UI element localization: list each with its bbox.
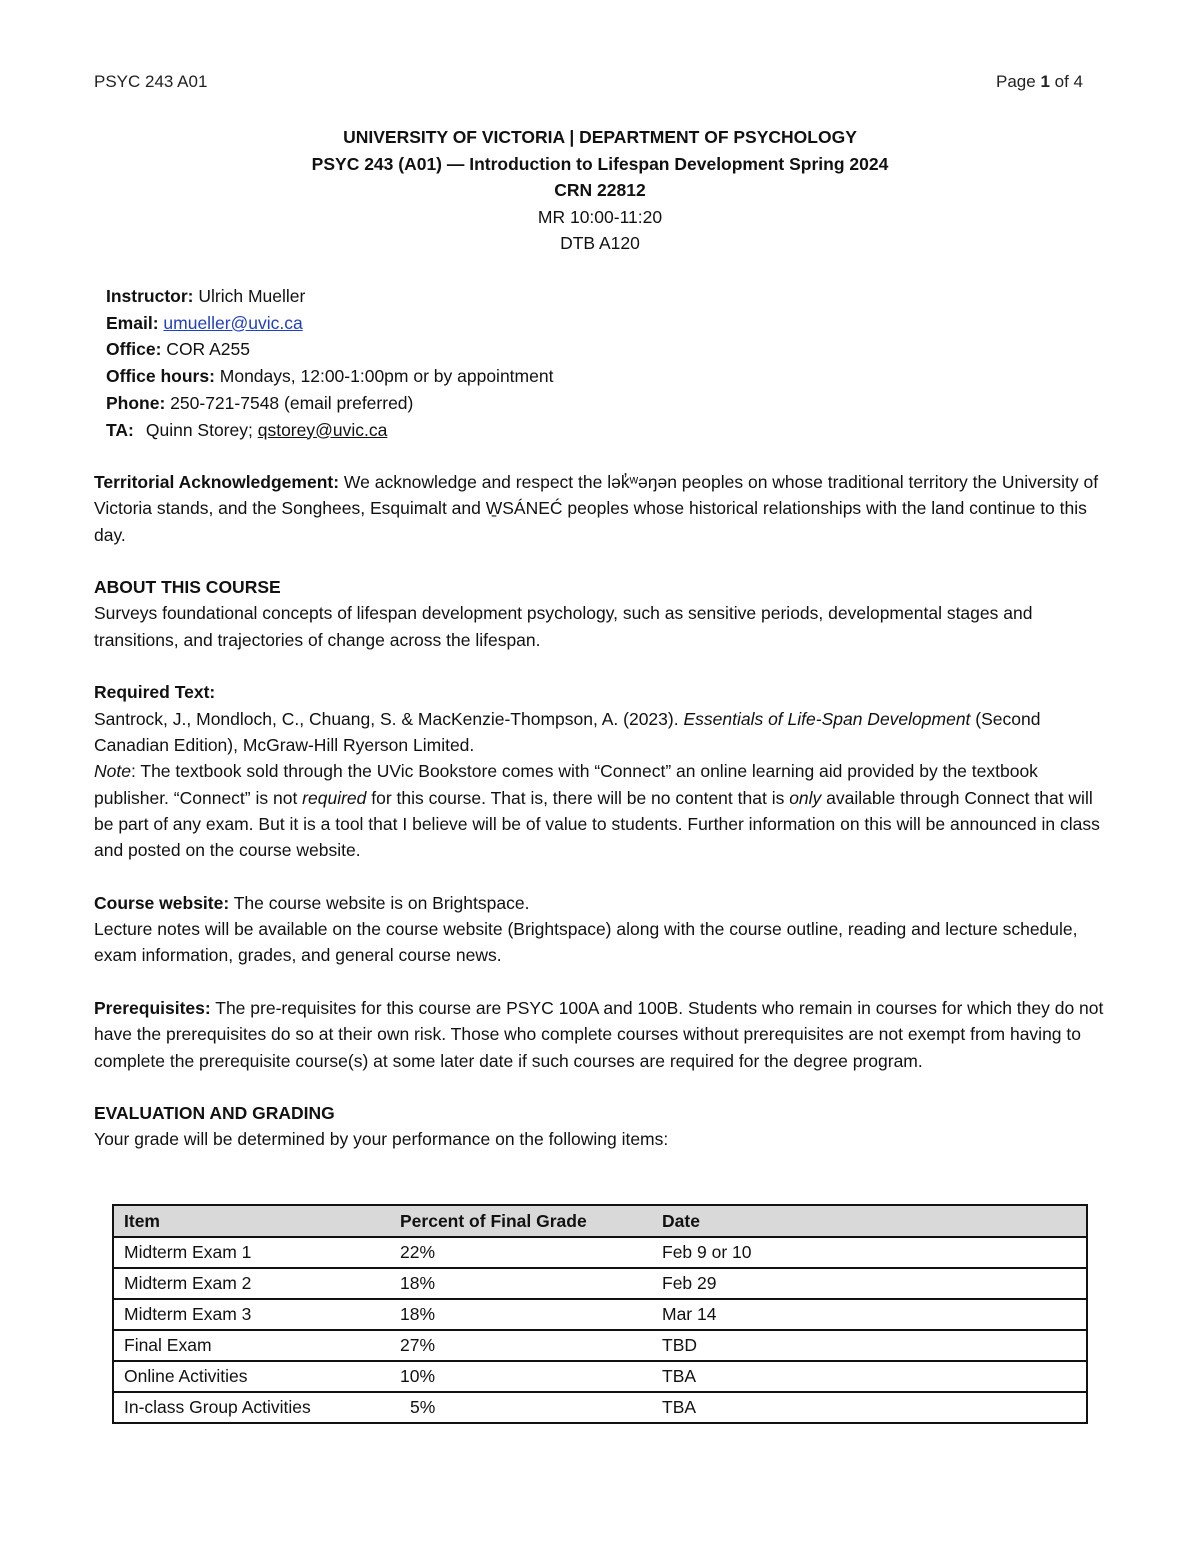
note-text-a: : The textbook sold through the UVic Bookstore comes with “Connect” an online learning aid provided by the textbook publisher. “Connect” is not xyxy=(94,761,1038,808)
office-hours-value: Mondays, 12:00-1:00pm or by appointment xyxy=(214,366,554,387)
note-text-c: available through Connect that will be part of any exam. But it is a tool that I believe will be of value to students. Further information on this will be announced in class and posted on the course website. xyxy=(94,787,1100,861)
row-item: Online Activities xyxy=(113,1361,390,1392)
prerequisites-text: The pre-requisites for this course are PSYC 100A and 100B. Students who remain in courses for which they do not have the prerequisites do so at their own risk. Those who complete courses without prerequisites are not exempt from having to complete the prerequisite course(s) at some later date if such courses are required for the degree program. xyxy=(94,997,1104,1071)
territorial-acknowledgement xyxy=(94,469,1114,548)
prerequisites-section xyxy=(94,995,1114,1074)
phone-label: Phone: xyxy=(106,392,166,413)
office-value: COR A255 xyxy=(161,339,250,360)
territorial-text: We acknowledge and respect the lək̓ʷəŋən peoples on whose traditional territory the University of Victoria stands, and the Songhees, Esquimalt and W̱SÁNEĆ peoples whose historical relationships with the land continue to this day. xyxy=(94,472,1099,545)
university-title: UNIVERSITY OF VICTORIA | DEPARTMENT OF PSYCHOLOGY xyxy=(343,127,857,147)
row-date: Mar 14 xyxy=(652,1299,1087,1330)
page-number: 1 xyxy=(1040,72,1050,91)
row-percent: 10% xyxy=(390,1361,652,1392)
row-percent: 18% xyxy=(390,1268,652,1299)
row-date: TBA xyxy=(652,1392,1087,1423)
page-total: of 4 xyxy=(1054,72,1083,91)
office-hours-label: Office hours: xyxy=(106,366,215,387)
table-row xyxy=(113,1392,1087,1423)
course-title: PSYC 243 (A01) — Introduction to Lifespan Development Spring 2024 xyxy=(311,153,889,174)
territorial-label: Territorial Acknowledgement: xyxy=(94,472,340,492)
website-label: Course website: xyxy=(94,892,230,913)
office-hours-line xyxy=(106,363,553,390)
meeting-times: MR 10:00-11:20 xyxy=(537,206,663,227)
evaluation-section xyxy=(94,1100,1114,1153)
row-item: Midterm Exam 3 xyxy=(113,1299,390,1330)
table-row xyxy=(113,1361,1087,1392)
row-percent: 18% xyxy=(390,1299,652,1330)
ta-email-link[interactable]: qstorey@uvic.ca xyxy=(257,419,388,440)
row-item: Final Exam xyxy=(113,1330,390,1361)
required-text-heading: Required Text: xyxy=(94,682,216,703)
row-percent: 22% xyxy=(390,1237,652,1268)
ta-label: TA: xyxy=(106,419,134,440)
website-text-1: The course website is on Brightspace. xyxy=(229,892,530,913)
row-percent: 27% xyxy=(390,1330,652,1361)
note-required: required xyxy=(302,787,367,808)
table-header-row xyxy=(113,1205,1087,1237)
about-text: Surveys foundational concepts of lifespan development psychology, such as sensitive periods, developmental stages and transitions, and trajectories of change across the lifespan. xyxy=(94,603,1033,650)
citation-title: Essentials of Life-Span Development xyxy=(683,708,971,729)
office-label: Office: xyxy=(106,339,162,360)
crn: CRN 22812 xyxy=(554,180,646,200)
office-line xyxy=(106,336,553,363)
row-item: Midterm Exam 1 xyxy=(113,1237,390,1268)
about-heading: ABOUT THIS COURSE xyxy=(94,577,281,598)
contact-info xyxy=(106,283,553,443)
instructor-value: Ulrich Mueller xyxy=(193,286,306,306)
table-row xyxy=(113,1237,1087,1268)
page-word: Page xyxy=(996,72,1036,91)
grading-table xyxy=(112,1204,1088,1424)
note-only: only xyxy=(789,787,822,808)
row-date: TBD xyxy=(652,1330,1087,1361)
ta-name: Quinn Storey; xyxy=(145,419,258,440)
row-date: Feb 9 or 10 xyxy=(652,1237,1087,1268)
required-text-section xyxy=(94,679,1114,863)
evaluation-intro: Your grade will be determined by your performance on the following items: xyxy=(94,1129,669,1150)
syllabus-body xyxy=(94,469,1114,1179)
instructor-email-link[interactable]: umueller@uvic.ca xyxy=(163,312,303,333)
instructor-label: Instructor: xyxy=(106,286,194,306)
column-header-percent: Percent of Final Grade xyxy=(390,1205,652,1237)
phone-line xyxy=(106,390,553,417)
note-text-b: for this course. That is, there will be no content that is xyxy=(366,787,790,808)
email-line xyxy=(106,310,553,337)
row-date: Feb 29 xyxy=(652,1268,1087,1299)
table-row xyxy=(113,1299,1087,1330)
about-section xyxy=(94,574,1114,653)
row-percent: 5% xyxy=(390,1392,652,1423)
evaluation-heading: EVALUATION AND GRADING xyxy=(94,1103,335,1124)
phone-value: 250-721-7548 (email preferred) xyxy=(165,392,414,413)
citation-publisher: (Second Canadian Edition), McGraw-Hill Ryerson Limited. xyxy=(94,708,1041,755)
ta-line xyxy=(106,417,553,444)
instructor-line xyxy=(106,283,553,310)
page-indicator xyxy=(996,72,1083,92)
table-row xyxy=(113,1268,1087,1299)
note-label: Note xyxy=(94,761,131,782)
table-row xyxy=(113,1330,1087,1361)
row-item: Midterm Exam 2 xyxy=(113,1268,390,1299)
row-item: In-class Group Activities xyxy=(113,1392,390,1423)
column-header-item: Item xyxy=(113,1205,390,1237)
running-header-course: PSYC 243 A01 xyxy=(94,72,208,91)
email-label: Email: xyxy=(106,312,159,333)
row-date: TBA xyxy=(652,1361,1087,1392)
website-section xyxy=(94,890,1114,969)
prerequisites-label: Prerequisites: xyxy=(94,997,211,1018)
column-header-date: Date xyxy=(652,1205,1087,1237)
classroom: DTB A120 xyxy=(560,233,640,253)
website-text-2: Lecture notes will be available on the course website (Brightspace) along with the course outline, reading and lecture schedule, exam information, grades, and general course news. xyxy=(94,919,1078,966)
document-title-block xyxy=(0,124,1200,257)
citation-authors: Santrock, J., Mondloch, C., Chuang, S. & MacKenzie-Thompson, A. (2023). xyxy=(94,708,684,729)
